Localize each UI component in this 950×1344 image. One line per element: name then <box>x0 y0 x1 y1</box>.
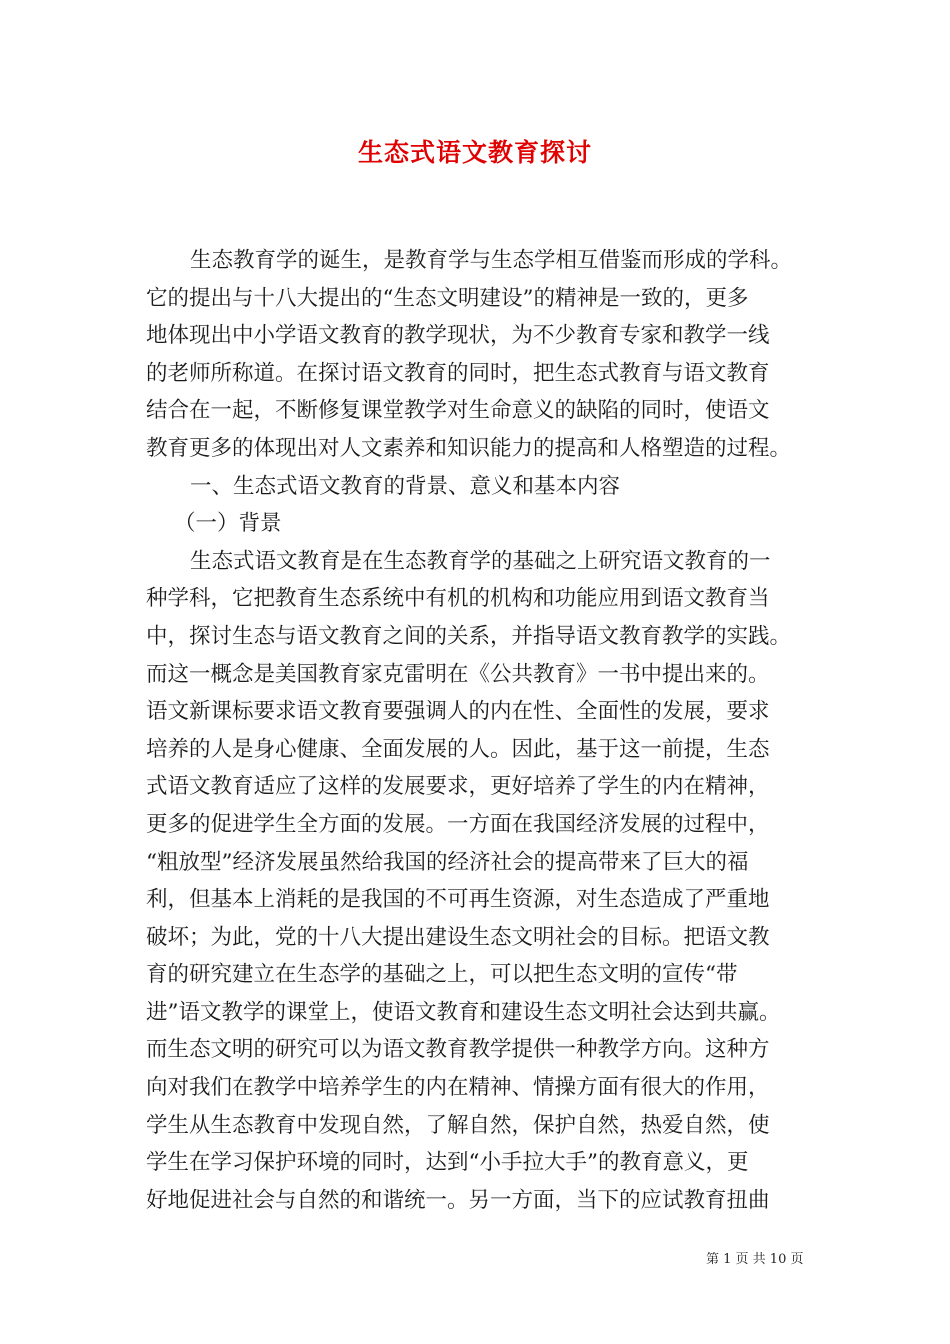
text-line: 它的提出与十八大提出的“生态文明建设”的精神是一致的，更多 <box>146 285 749 311</box>
text-line: 好地促进社会与自然的和谐统一。另一方面，当下的应试教育扭曲 <box>146 1187 770 1213</box>
text-line: 式语文教育适应了这样的发展要求，更好培养了学生的内在精神， <box>146 774 770 800</box>
text-line: 向对我们在教学中培养学生的内在精神、情操方面有很大的作用， <box>146 1075 770 1101</box>
text-line: 生态式语文教育是在生态教育学的基础之上研究语文教育的一 <box>190 548 771 574</box>
text-line: 培养的人是身心健康、全面发展的人。因此，基于这一前提，生态 <box>146 736 770 762</box>
document-title: 生态式语文教育探讨 <box>357 138 592 167</box>
text-line: 破坏；为此，党的十八大提出建设生态文明社会的目标。把语文教 <box>146 924 770 950</box>
text-line: 结合在一起，不断修复课堂教学对生命意义的缺陷的同时，使语文 <box>146 398 770 424</box>
text-line: 利，但基本上消耗的是我国的不可再生资源，对生态造成了严重地 <box>146 887 770 913</box>
section-heading: 一、生态式语文教育的背景、意义和基本内容 <box>190 473 621 499</box>
text-line: 生态教育学的诞生，是教育学与生态学相互借鉴而形成的学科。 <box>190 248 793 273</box>
text-line: 更多的促进学生全方面的发展。一方面在我国经济发展的过程中， <box>146 811 770 837</box>
text-line: “粗放型”经济发展虽然给我国的经济社会的提高带来了巨大的福 <box>146 849 749 875</box>
text-line: 的老师所称道。在探讨语文教育的同时，把生态式教育与语文教育 <box>146 360 770 386</box>
page-footer: 第 1 页 共 10 页 <box>706 1252 804 1267</box>
text-line: 种学科，它把教育生态系统中有机的机构和功能应用到语文教育当 <box>146 586 770 612</box>
text-line: 学生在学习保护环境的同时，达到“小手拉大手”的教育意义，更 <box>146 1150 749 1176</box>
text-line: 而生态文明的研究可以为语文教育教学提供一种教学方向。这种方 <box>146 1037 770 1063</box>
text-line: 育的研究建立在生态学的基础之上，可以把生态文明的宣传“带 <box>146 962 738 988</box>
text-line: 教育更多的体现出对人文素养和知识能力的提高和人格塑造的过程。 <box>146 435 792 461</box>
text-line: 而这一概念是美国教育家克雷明在《公共教育》一书中提出来的。 <box>146 661 770 687</box>
text-line: 中，探讨生态与语文教育之间的关系，并指导语文教育教学的实践。 <box>146 623 792 649</box>
document-body <box>146 242 810 1219</box>
text-line: 地体现出中小学语文教育的教学现状，为不少教育专家和教学一线 <box>146 323 770 349</box>
subsection-heading: （一）背景 <box>174 511 282 537</box>
text-line: 学生从生态教育中发现自然，了解自然，保护自然，热爱自然，使 <box>146 1112 770 1138</box>
text-line: 语文新课标要求语文教育要强调人的内在性、全面性的发展，要求 <box>146 699 770 725</box>
text-line: 进”语文教学的课堂上，使语文教育和建设生态文明社会达到共赢。 <box>146 999 781 1025</box>
